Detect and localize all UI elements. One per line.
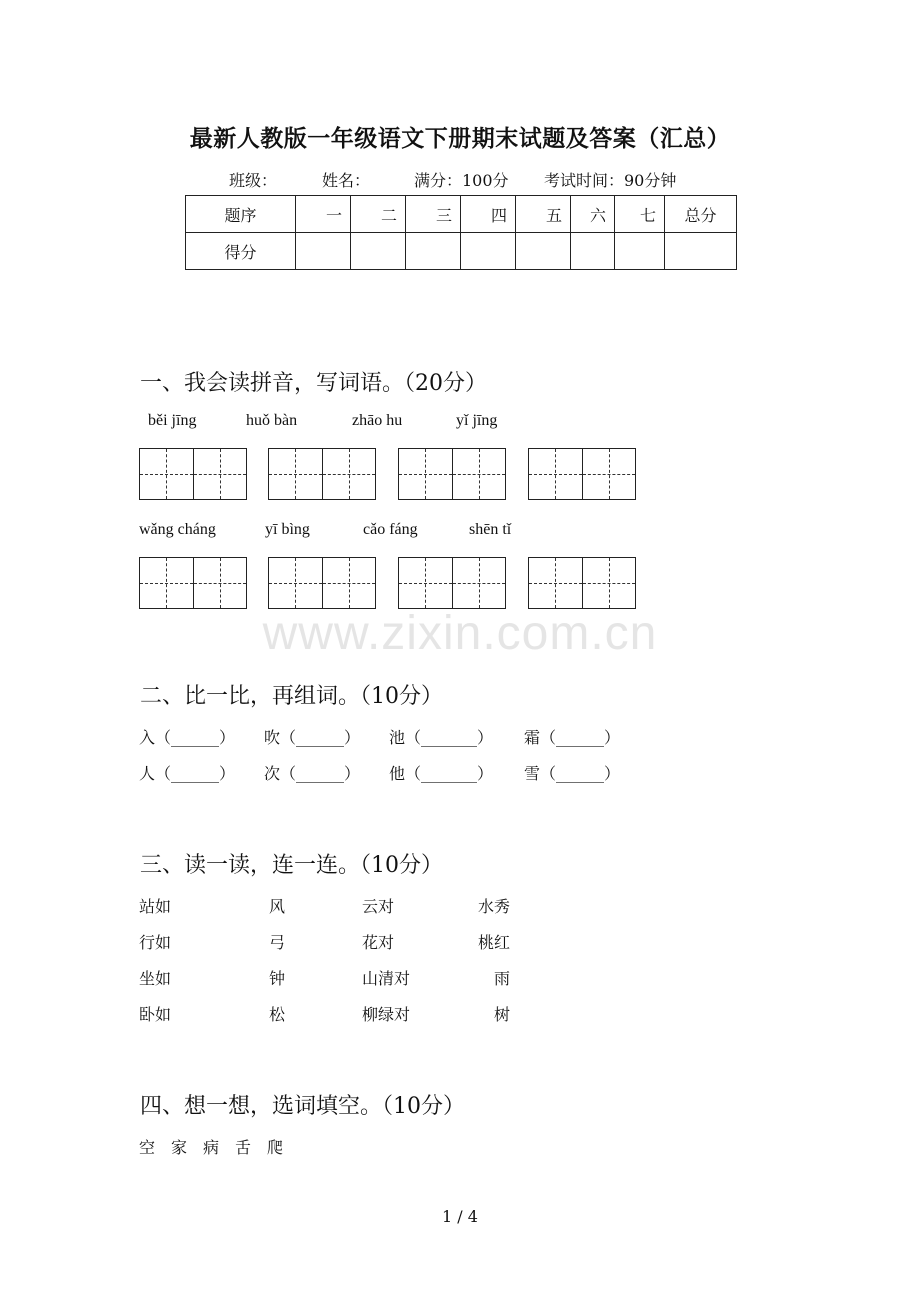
score-cell-2[interactable]: [351, 233, 406, 270]
section-4-heading: 四、想一想，选词填空。（10分）: [140, 1094, 465, 1119]
page-number: 1 / 4: [442, 1207, 478, 1226]
score-row-label: 得分: [186, 233, 296, 270]
word-blank-chui[interactable]: 吹（______）: [264, 728, 361, 747]
writing-box-7[interactable]: [398, 557, 506, 609]
pinyin-yibing: yī bìng: [265, 521, 310, 538]
score-table: [185, 195, 737, 270]
pinyin-wangchang: wǎng cháng: [139, 521, 216, 538]
section-1-heading: 一、我会读拼音，写词语。（20分）: [140, 371, 487, 396]
pinyin-yijing: yǐ jīng: [456, 412, 498, 429]
writing-box-6[interactable]: [268, 557, 376, 609]
match-left-3[interactable]: 坐如: [139, 969, 172, 988]
score-table-score-row: [186, 233, 737, 270]
header-cell-1: 一: [296, 196, 351, 233]
header-cell-6: 六: [571, 196, 615, 233]
class-label: 班级：: [229, 171, 278, 190]
name-label: 姓名：: [322, 171, 371, 190]
word-choices: 空 家 病 舌 爬: [139, 1138, 284, 1157]
header-cell-3: 三: [406, 196, 461, 233]
writing-box-8[interactable]: [528, 557, 636, 609]
word-blank-chi[interactable]: 池（_______）: [389, 728, 494, 747]
score-cell-6[interactable]: [571, 233, 615, 270]
match-mid-2[interactable]: 弓: [269, 933, 286, 952]
pinyin-zhaohu: zhāo hu: [352, 412, 403, 429]
word-blank-ci[interactable]: 次（______）: [264, 764, 361, 783]
match-end-1[interactable]: 水秀: [477, 897, 510, 916]
match-left-2[interactable]: 行如: [139, 933, 172, 952]
pinyin-beijing: běi jīng: [148, 412, 197, 429]
score-cell-3[interactable]: [406, 233, 461, 270]
writing-box-4[interactable]: [528, 448, 636, 500]
match-right-2[interactable]: 花对: [362, 933, 395, 952]
section-3-heading: 三、读一读，连一连。（10分）: [140, 853, 443, 878]
match-mid-3[interactable]: 钟: [269, 969, 286, 988]
pinyin-shenti: shēn tǐ: [469, 521, 512, 538]
match-end-2[interactable]: 桃红: [477, 933, 510, 952]
header-cell-7: 七: [615, 196, 665, 233]
section-2-heading: 二、比一比，再组词。（10分）: [140, 684, 443, 709]
watermark: www.zixin.com.cn: [262, 607, 658, 660]
match-mid-1[interactable]: 风: [269, 897, 286, 916]
match-end-4[interactable]: 树: [493, 1005, 510, 1024]
header-cell-4: 四: [461, 196, 516, 233]
match-right-1[interactable]: 云对: [362, 897, 395, 916]
score-cell-1[interactable]: [296, 233, 351, 270]
header-cell-order: 题序: [186, 196, 296, 233]
header-cell-2: 二: [351, 196, 406, 233]
writing-box-5[interactable]: [139, 557, 247, 609]
word-blank-ru[interactable]: 入（______）: [139, 728, 236, 747]
writing-box-1[interactable]: [139, 448, 247, 500]
writing-box-3[interactable]: [398, 448, 506, 500]
match-right-4[interactable]: 柳绿对: [362, 1005, 411, 1024]
match-left-4[interactable]: 卧如: [139, 1005, 172, 1024]
word-blank-shuang[interactable]: 霜（______）: [524, 728, 621, 747]
word-blank-ren[interactable]: 人（______）: [139, 764, 236, 783]
match-right-3[interactable]: 山清对: [362, 969, 411, 988]
header-cell-total: 总分: [665, 196, 737, 233]
match-left-1[interactable]: 站如: [139, 897, 172, 916]
score-table-header-row: [186, 196, 737, 233]
full-score-label: 满分：100分: [414, 171, 509, 190]
score-cell-7[interactable]: [615, 233, 665, 270]
word-blank-xue[interactable]: 雪（______）: [524, 764, 621, 783]
exam-time-label: 考试时间：90分钟: [544, 171, 677, 190]
match-end-3[interactable]: 雨: [493, 969, 510, 988]
pinyin-huoban: huǒ bàn: [246, 412, 298, 429]
pinyin-caofang: cǎo fáng: [363, 521, 418, 538]
writing-box-2[interactable]: [268, 448, 376, 500]
word-blank-ta[interactable]: 他（_______）: [389, 764, 494, 783]
score-cell-4[interactable]: [461, 233, 516, 270]
page-title: 最新人教版一年级语文下册期末试题及答案（汇总）: [189, 125, 731, 152]
score-cell-5[interactable]: [516, 233, 571, 270]
match-mid-4[interactable]: 松: [269, 1005, 286, 1024]
score-cell-total[interactable]: [665, 233, 737, 270]
header-cell-5: 五: [516, 196, 571, 233]
